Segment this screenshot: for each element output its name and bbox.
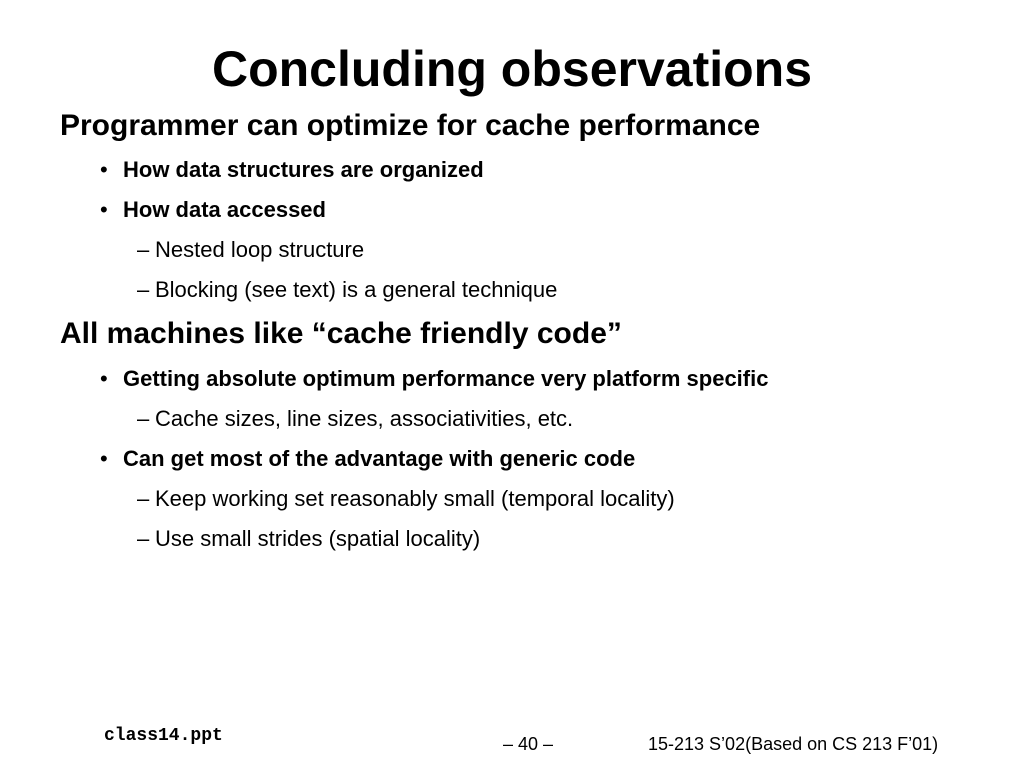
sub-bullet-text: Use small strides (spatial locality): [155, 526, 481, 551]
dash-marker: –: [137, 237, 150, 262]
sub-bullet-text: Nested loop structure: [155, 237, 365, 262]
dash-marker: –: [137, 526, 150, 551]
section-heading: All machines like “cache friendly code”: [60, 317, 622, 350]
bullet-marker: •: [100, 197, 108, 222]
footer-course-label: 15-213 S’02(Based on CS 213 F’01): [648, 734, 939, 754]
bullet-marker: •: [100, 446, 108, 471]
bullet-text: Getting absolute optimum performance very platform specific: [123, 366, 769, 391]
sub-bullet-text: Cache sizes, line sizes, associativities, etc.: [155, 406, 574, 431]
section-heading: Programmer can optimize for cache performance: [60, 109, 761, 142]
dash-marker: –: [137, 406, 150, 431]
bullet-text: How data accessed: [123, 197, 326, 222]
sub-bullet-text: Blocking (see text) is a general technique: [155, 277, 558, 302]
bullet-marker: •: [100, 366, 108, 391]
footer-page-number: – 40 –: [503, 734, 554, 754]
bullet-marker: •: [100, 157, 108, 182]
slide-title: Concluding observations: [211, 41, 813, 97]
bullet-text: How data structures are organized: [123, 157, 484, 182]
bullet-text: Can get most of the advantage with generic code: [123, 446, 636, 471]
sub-bullet-text: Keep working set reasonably small (temporal locality): [155, 486, 675, 511]
dash-marker: –: [137, 486, 150, 511]
footer-filename: class14.ppt: [104, 726, 223, 746]
dash-marker: –: [137, 277, 150, 302]
